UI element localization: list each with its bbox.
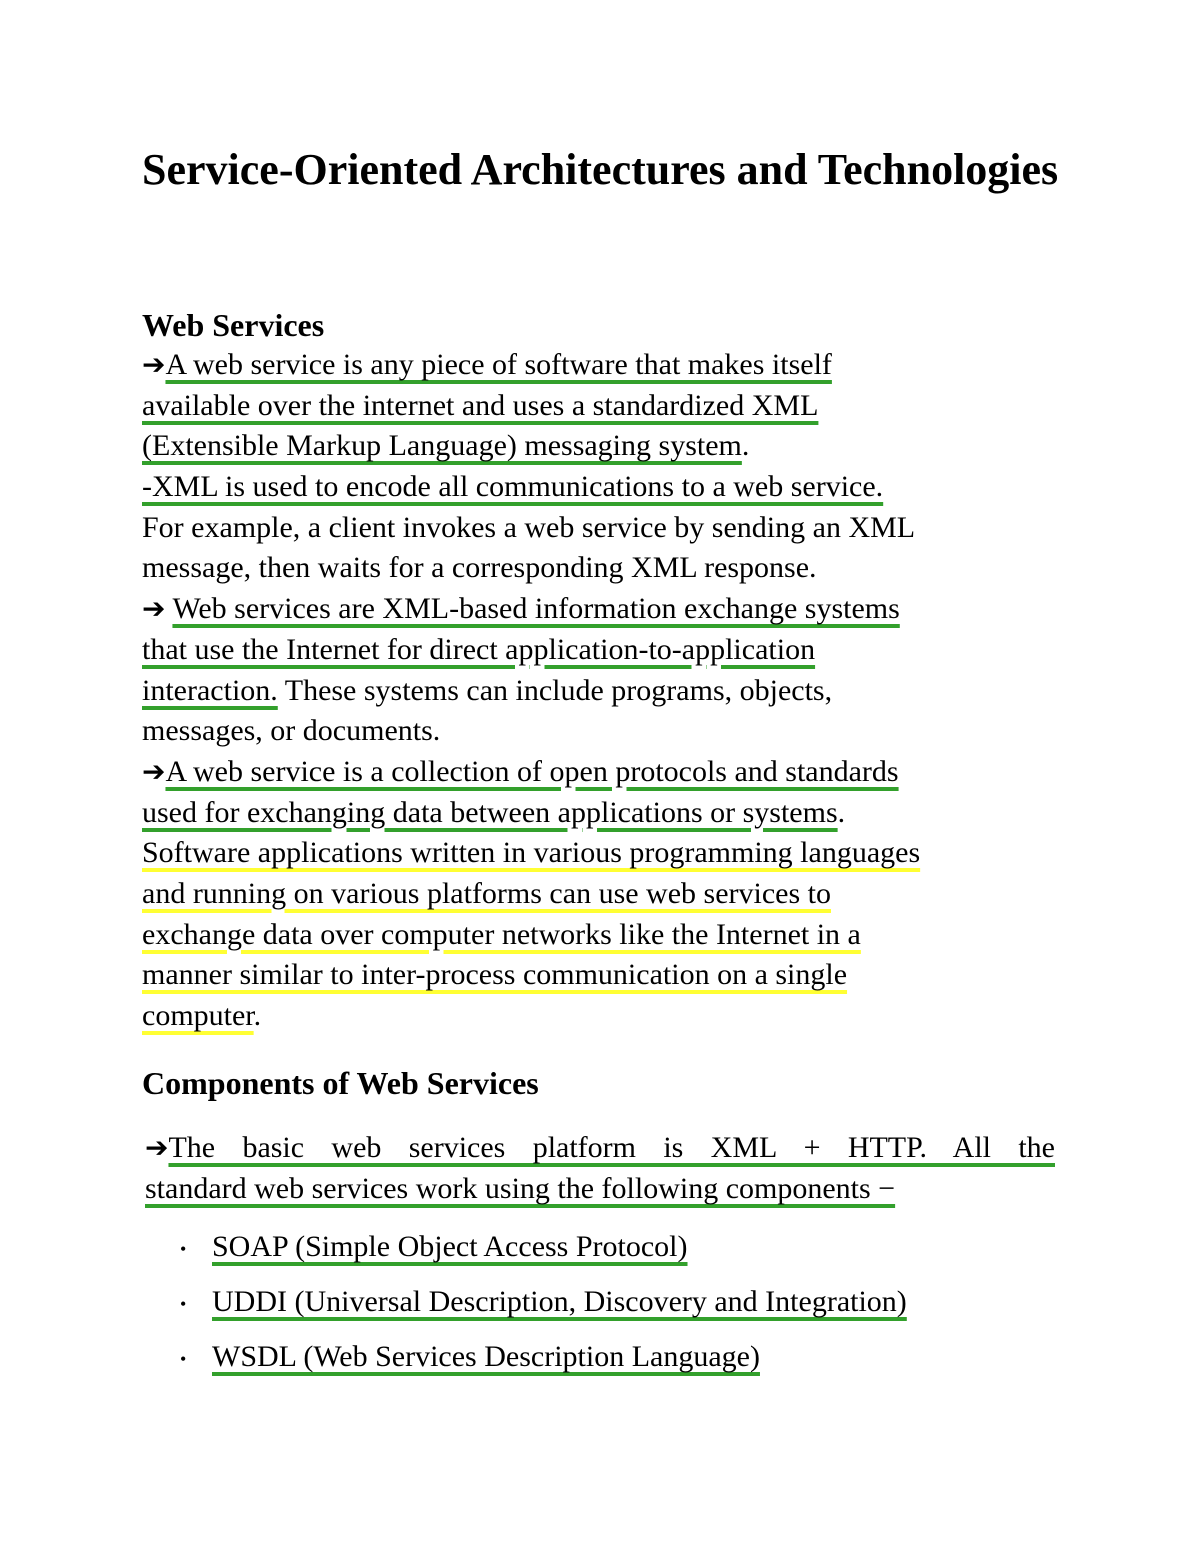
section-heading-web-services: Web Services [142, 307, 325, 343]
text-line [145, 1131, 1055, 1172]
underlined-text: The basic web services platform is XML + HTTP. All the [168, 1131, 1055, 1164]
components-list [180, 1225, 907, 1390]
list-item [180, 1225, 907, 1280]
text-line [142, 793, 1072, 834]
text-line [142, 874, 1072, 915]
text-line [142, 915, 1072, 956]
underlined-text: Web services are XML-based information exchange systems [172, 592, 900, 626]
text-line [142, 345, 1072, 386]
bullet-icon: • [180, 1349, 187, 1370]
list-item [180, 1280, 907, 1335]
highlighted-text: exchange data over computer networks like the Internet in a [142, 917, 861, 951]
underlined-text: A web service is a collection of open protocols and standards [165, 754, 899, 788]
plain-text: . [741, 429, 750, 463]
underlined-text: standard web services work using the following components − [145, 1172, 896, 1205]
plain-text: For example, a client invokes a web service by sending an XML [142, 510, 916, 544]
bullet-icon: • [180, 1239, 187, 1260]
text-line [142, 548, 1072, 589]
highlighted-text: Software applications written in various programming languages [142, 836, 921, 870]
underlined-text: -XML is used to encode all communications to a web service. [142, 470, 884, 504]
arrow-icon: ➔ [142, 348, 166, 381]
text-line [142, 955, 1072, 996]
components-intro [145, 1131, 1055, 1213]
list-item-text: SOAP (Simple Object Access Protocol) [212, 1230, 688, 1263]
list-item-text: WSDL (Web Services Description Language) [212, 1340, 760, 1373]
text-line [142, 630, 1072, 671]
underlined-text: A web service is any piece of software that makes itself [165, 348, 832, 381]
plain-text: message, then waits for a corresponding XML response. [142, 551, 817, 585]
list-item [180, 1335, 907, 1390]
underlined-text: used for exchanging data between applications or systems [142, 795, 838, 829]
text-line [142, 752, 1072, 793]
plain-text: messages, or documents. [142, 714, 441, 748]
text-line [142, 833, 1072, 874]
underlined-text: available over the internet and uses a standardized XML [142, 388, 819, 422]
plain-text: . [837, 795, 846, 829]
arrow-icon: ➔ [142, 592, 166, 626]
highlighted-text: manner similar to inter-process communication on a single [142, 958, 848, 992]
bullet-icon: • [180, 1294, 187, 1315]
web-services-paragraph [142, 345, 1072, 1037]
arrow-icon: ➔ [142, 754, 166, 788]
plain-text: These systems can include programs, objects, [277, 673, 833, 707]
text-line [142, 671, 1072, 712]
underlined-text: (Extensible Markup Language) messaging system [142, 429, 742, 463]
highlighted-text: and running on various platforms can use web services to [142, 876, 831, 910]
list-item-text: UDDI (Universal Description, Discovery and Integration) [212, 1285, 907, 1318]
text-line [142, 589, 1072, 630]
text-line [142, 467, 1072, 508]
text-line [142, 426, 1072, 467]
section-heading-components: Components of Web Services [142, 1065, 539, 1101]
text-line [142, 711, 1072, 752]
document-title: Service-Oriented Architectures and Technologies [142, 145, 1059, 194]
arrow-icon: ➔ [145, 1131, 169, 1164]
text-line [142, 996, 1072, 1037]
text-line [142, 386, 1072, 427]
plain-text: . [253, 999, 262, 1032]
text-line [142, 508, 1072, 549]
underlined-text: that use the Internet for direct application-to-application [142, 632, 816, 666]
text-line [145, 1172, 1055, 1213]
underlined-text: interaction. [142, 673, 278, 707]
highlighted-text: computer [142, 999, 254, 1032]
